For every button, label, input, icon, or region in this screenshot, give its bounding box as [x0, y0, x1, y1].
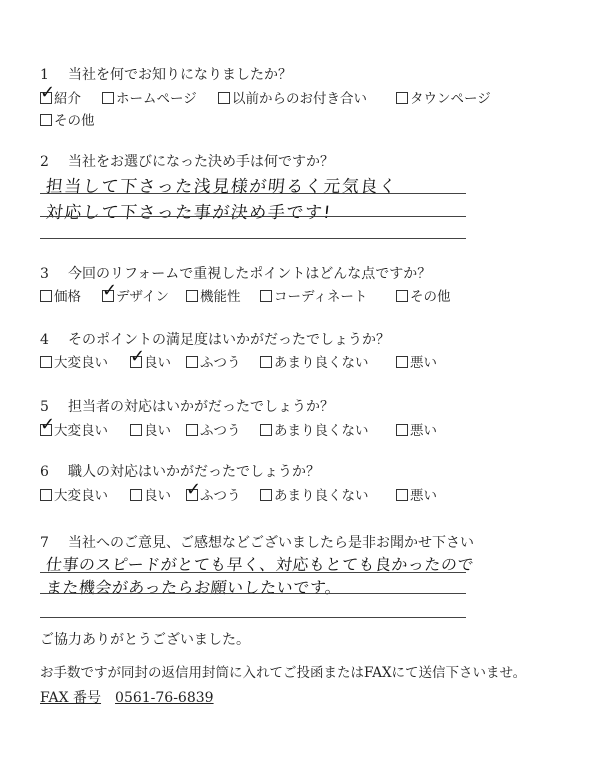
answer-rule	[40, 238, 466, 239]
option-label: ふつう	[200, 423, 241, 439]
option-label: タウンページ	[410, 91, 491, 107]
option-coordinate[interactable]	[260, 288, 367, 306]
handwritten-answer-line: 担当して下さった浅見様が明るく元気良く	[44, 177, 399, 197]
option-label: 大変良い	[54, 355, 108, 371]
option-label: 良い	[144, 423, 171, 439]
question-text: 当社をお選びになった決め手は何ですか？	[68, 154, 334, 170]
question-4-options	[40, 346, 510, 372]
option-label: 以前からのお付き合い	[232, 91, 367, 107]
option-existing-relationship[interactable]	[218, 90, 367, 108]
option-homepage[interactable]	[102, 90, 197, 108]
question-text: 今回のリフォームで重視したポイントはどんな点ですか？	[68, 266, 432, 282]
question-2	[40, 153, 334, 171]
checkbox[interactable]	[102, 92, 114, 104]
question-text: 当社を何でお知りになりましたか？	[68, 67, 292, 83]
handwritten-answer-line: また機会があったらお願いしたいです。	[44, 578, 343, 597]
option-label: 大変良い	[54, 488, 108, 504]
checkbox[interactable]	[186, 290, 198, 302]
option-label: コーディネート	[274, 289, 368, 305]
option-label: 悪い	[410, 423, 437, 439]
answer-rule	[40, 572, 466, 573]
question-6	[40, 463, 320, 481]
check-mark-icon: ✓	[186, 479, 202, 500]
question-number: 4	[40, 332, 49, 348]
option-label: ふつう	[200, 488, 241, 504]
option-label: 悪い	[410, 355, 437, 371]
check-mark-icon: ✓	[40, 82, 56, 103]
option-good[interactable]	[130, 422, 171, 440]
answer-rule	[40, 593, 466, 594]
thanks-text: ご協力ありがとうございました。	[40, 632, 250, 648]
question-text: そのポイントの満足度はいかがだったでしょうか？	[68, 332, 390, 348]
option-label: デザイン	[116, 289, 170, 305]
checkbox[interactable]	[260, 290, 272, 302]
checkbox[interactable]	[40, 114, 52, 126]
question-number: 3	[40, 266, 49, 282]
option-label: 良い	[144, 355, 171, 371]
question-4	[40, 331, 390, 349]
handwritten-answer-line: 対応して下さった事が決め手です!	[44, 203, 333, 223]
option-label: あまり良くない	[274, 355, 369, 371]
checkbox[interactable]	[260, 424, 272, 436]
answer-rule	[40, 193, 466, 194]
fax-number: 0561-76-6839	[115, 690, 214, 706]
option-label: ホームページ	[116, 91, 197, 107]
checkbox[interactable]	[260, 489, 272, 501]
question-number: 1	[40, 67, 49, 83]
question-number: 5	[40, 399, 49, 415]
checkbox[interactable]	[186, 356, 198, 368]
question-6-options	[40, 479, 510, 505]
checkbox[interactable]	[396, 290, 408, 302]
check-mark-icon: ✓	[40, 414, 56, 435]
checkbox[interactable]	[396, 424, 408, 436]
option-bad[interactable]	[396, 422, 437, 440]
option-other[interactable]	[396, 288, 451, 306]
option-bad[interactable]	[396, 487, 437, 505]
question-1	[40, 66, 292, 84]
option-very-good[interactable]	[40, 414, 108, 440]
option-other[interactable]	[40, 112, 95, 130]
question-7	[40, 534, 474, 552]
option-label: 悪い	[410, 488, 437, 504]
checkbox[interactable]	[40, 356, 52, 368]
option-normal[interactable]	[186, 354, 241, 372]
option-label: 価格	[54, 289, 81, 305]
question-5-options	[40, 414, 510, 440]
handwritten-answer-line: 仕事のスピードがとても早く、対応もとても良かったので	[44, 555, 475, 574]
option-very-good[interactable]	[40, 487, 108, 505]
option-label: あまり良くない	[274, 423, 369, 439]
checkbox[interactable]	[396, 356, 408, 368]
option-very-good[interactable]	[40, 354, 108, 372]
answer-rule	[40, 216, 466, 217]
option-label: 機能性	[200, 289, 241, 305]
option-bad[interactable]	[396, 354, 437, 372]
option-good[interactable]	[130, 487, 171, 505]
checkbox[interactable]	[40, 290, 52, 302]
option-not-very-good[interactable]	[260, 487, 369, 505]
option-not-very-good[interactable]	[260, 354, 369, 372]
checkbox[interactable]	[260, 356, 272, 368]
fax-info	[40, 689, 214, 707]
checkbox[interactable]	[40, 414, 56, 436]
question-number: 7	[40, 535, 49, 551]
option-normal[interactable]	[186, 422, 241, 440]
check-mark-icon: ✓	[130, 346, 146, 367]
option-functionality[interactable]	[186, 288, 241, 306]
option-label: 大変良い	[54, 423, 108, 439]
option-label: ふつう	[200, 355, 241, 371]
question-number: 6	[40, 464, 49, 480]
checkbox[interactable]	[102, 280, 118, 302]
question-3-options	[40, 280, 510, 306]
option-price[interactable]	[40, 288, 81, 306]
option-referral[interactable]	[40, 82, 81, 108]
question-1-options	[40, 82, 510, 108]
answer-rule	[40, 617, 466, 618]
option-not-very-good[interactable]	[260, 422, 369, 440]
question-1-options-row2	[40, 112, 240, 130]
checkbox[interactable]	[40, 82, 56, 104]
fax-label: FAX 番号	[40, 690, 102, 706]
option-town-page[interactable]	[396, 90, 491, 108]
checkbox[interactable]	[130, 346, 146, 368]
option-normal[interactable]	[186, 479, 241, 505]
option-label: 紹介	[54, 91, 81, 107]
option-label: その他	[410, 289, 451, 305]
option-good[interactable]	[130, 346, 171, 372]
question-text: 当社へのご意見、ご感想などございましたら是非お聞かせ下さい	[68, 535, 474, 551]
check-mark-icon: ✓	[102, 280, 118, 301]
checkbox[interactable]	[186, 424, 198, 436]
option-label: あまり良くない	[274, 488, 369, 504]
question-number: 2	[40, 154, 49, 170]
checkbox[interactable]	[396, 489, 408, 501]
checkbox[interactable]	[186, 479, 202, 501]
question-text: 職人の対応はいかがだったでしょうか？	[68, 464, 320, 480]
option-label: その他	[54, 113, 95, 129]
question-3	[40, 265, 431, 283]
checkbox[interactable]	[130, 489, 142, 501]
return-instructions: お手数ですが同封の返信用封筒に入れてご投函またはFAXにて送信下さいませ。	[40, 665, 527, 681]
option-label: 良い	[144, 488, 171, 504]
question-text: 担当者の対応はいかがだったでしょうか？	[68, 399, 334, 415]
checkbox[interactable]	[40, 489, 52, 501]
checkbox[interactable]	[396, 92, 408, 104]
question-5	[40, 398, 334, 416]
checkbox[interactable]	[130, 424, 142, 436]
option-design[interactable]	[102, 280, 170, 306]
checkbox[interactable]	[218, 92, 230, 104]
